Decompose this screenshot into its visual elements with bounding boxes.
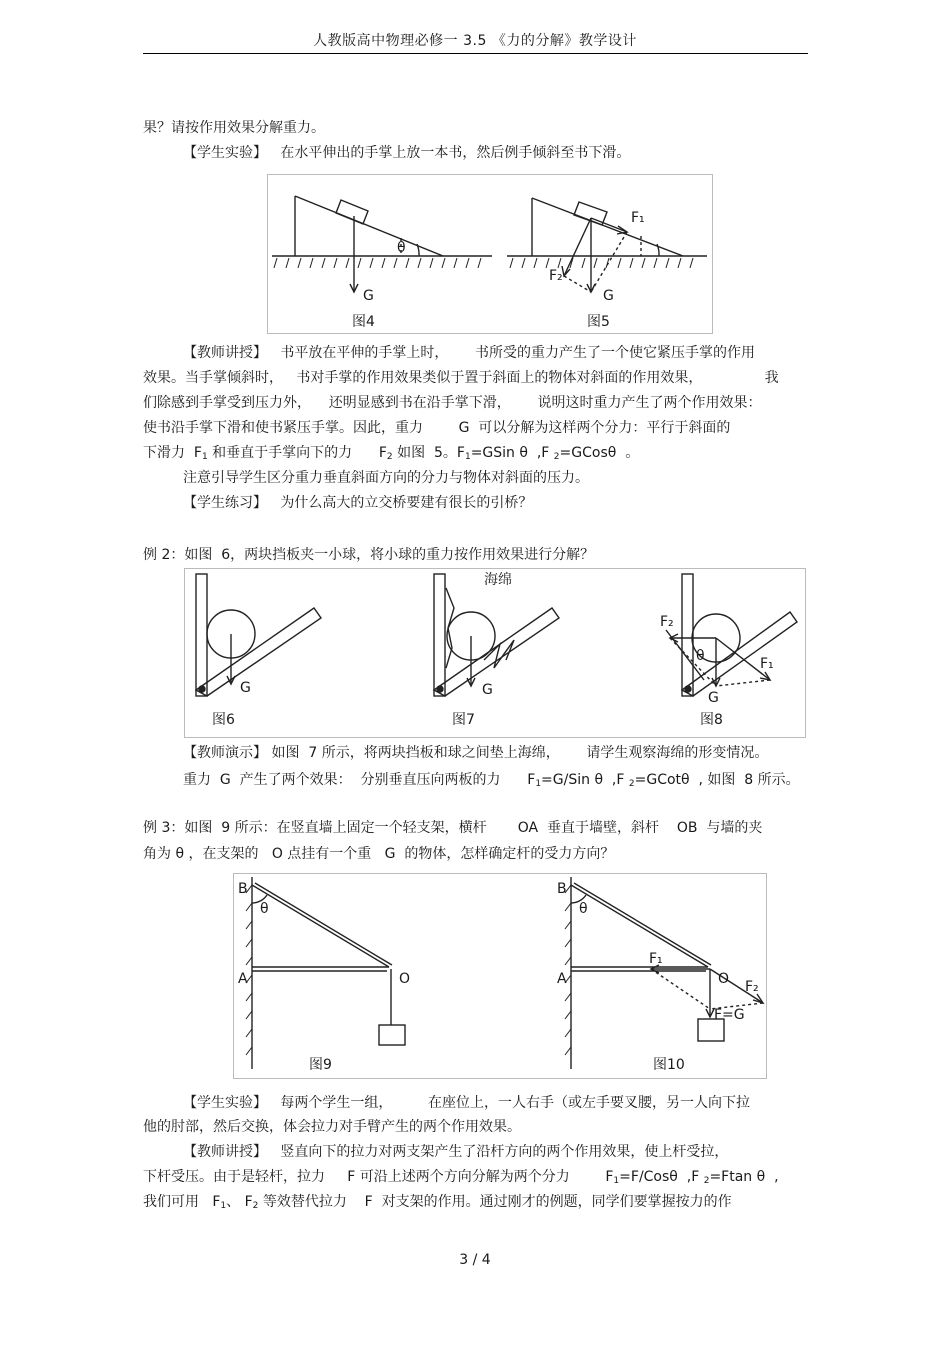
text-line: 【教师讲授】 竖直向下的拉力对两支架产生了沿杆方向的两个作用效果，使上杆受拉， xyxy=(183,1144,729,1160)
figure-8-caption: 图8 xyxy=(700,712,723,728)
formula-line: 重力 G 产生了两个效果： 分别垂直压向两板的力 $F_1=G$/Sin θ ,F $_2$=GCotθ , 如图 8 所示。 xyxy=(183,772,800,789)
figure-9-caption: 图9 xyxy=(309,1057,332,1073)
text-line: 使书沿手掌下滑和使书紧压手掌。因此，重力 G 可以分解为这样两个分力：平行于斜面的 xyxy=(143,420,731,436)
figure-6-7-8 xyxy=(184,568,806,738)
text-line: 效果。当手掌倾斜时， 书对手掌的作用效果类似于置于斜面上的物体对斜面的作用效果， 我 xyxy=(143,370,779,386)
theta-label: θ xyxy=(260,901,269,917)
text-line: 他的肘部，然后交换，体会拉力对手臂产生的两个作用效果。 xyxy=(143,1119,521,1135)
figure-8 xyxy=(666,574,797,696)
figure-5 xyxy=(507,198,707,292)
text-line: 们除感到手掌受到压力外， 还明显感到书在沿手掌下滑， 说明这时重力产生了两个作用效果： xyxy=(143,395,762,411)
figure-7 xyxy=(434,574,559,696)
point-o-label: O xyxy=(718,971,730,987)
theta-label: θ xyxy=(696,648,705,664)
gravity-label: G xyxy=(708,690,719,706)
text-line: 注意引导学生区分重力垂直斜面方向的分力与物体对斜面的压力。 xyxy=(183,470,589,486)
figure-10 xyxy=(565,877,763,1069)
figure-7-caption: 图7 xyxy=(452,712,475,728)
figure-4-5 xyxy=(267,174,713,334)
figure-10-caption: 图10 xyxy=(653,1057,685,1073)
text-line: 果？请按作用效果分解重力。 xyxy=(143,120,325,136)
point-a-label: A xyxy=(557,971,567,987)
text-line: 例 3：如图 9 所示：在竖直墙上固定一个轻支架，横杆 OA 垂直于墙壁，斜杆 OB 与墙的夹 xyxy=(143,820,763,836)
gravity-label: G xyxy=(240,680,251,696)
text-line: 【学生实验】 每两个学生一组， 在座位上，一人右手（或左手要叉腰，另一人向下拉 xyxy=(183,1095,750,1111)
figure-4-caption: 图4 xyxy=(352,314,375,330)
figure-9 xyxy=(246,877,405,1069)
theta-label: θ xyxy=(397,240,406,256)
text-line: 【教师演示】 如图 7 所示，将两块挡板和球之间垫上海绵， 请学生观察海绵的形变情况。 xyxy=(183,745,769,761)
header-rule xyxy=(143,53,808,54)
text-line: 【学生练习】 为什么高大的立交桥要建有很长的引桥？ xyxy=(183,495,533,511)
point-b-label: B xyxy=(557,881,567,897)
point-o-label: O xyxy=(399,971,411,987)
force-f2-label: F₂ xyxy=(549,268,563,284)
point-a-label: A xyxy=(238,971,248,987)
figure-5-caption: 图5 xyxy=(587,314,610,330)
text-line: 例 2：如图 6，两块挡板夹一小球，将小球的重力按作用效果进行分解？ xyxy=(143,547,595,563)
force-f2-label: F₂ xyxy=(745,979,759,995)
figure-4 xyxy=(272,196,492,292)
figure-9-10 xyxy=(233,873,767,1079)
sponge-label: 海绵 xyxy=(484,572,512,588)
theta-label: θ xyxy=(579,901,588,917)
text-line: 【教师讲授】 书平放在平伸的手掌上时， 书所受的重力产生了一个使它紧压手掌的作用 xyxy=(183,345,756,361)
page-header: 人教版高中物理必修一 3.5 《力的分解》教学设计 xyxy=(313,33,637,49)
page-number: 3 / 4 xyxy=(459,1252,491,1268)
formula-line: 下杆受压。由于是轻杆，拉力 F 可沿上述两个方向分解为两个分力 $F_1=F$/Cosθ ,F $_2$=Ftan θ , xyxy=(143,1169,779,1186)
gravity-label: G xyxy=(363,288,374,304)
figure-6-caption: 图6 xyxy=(212,712,235,728)
formula-line: 下滑力 $F_1$ 和垂直于手掌向下的力 $F_2$ 如图 5。$F_1=GSin$ θ ,F $_2$=GCosθ 。 xyxy=(143,445,640,462)
formula-line: 我们可用 $F_1$、 $F_2$ 等效替代拉力 F 对支架的作用。通过刚才的例题，同学们要掌握按力的作 xyxy=(143,1194,732,1211)
point-b-label: B xyxy=(238,881,248,897)
text-line: 角为 θ ，在支架的 O 点挂有一个重 G 的物体，怎样确定杆的受力方向？ xyxy=(143,846,615,862)
force-f1-label: F₁ xyxy=(649,951,663,967)
force-f2-label: F₂ xyxy=(660,614,674,630)
force-f1-label: F₁ xyxy=(760,656,774,672)
figure-6 xyxy=(196,574,321,696)
force-f1-label: F₁ xyxy=(631,210,645,226)
text-line: 【学生实验】 在水平伸出的手掌上放一本书，然后例手倾斜至书下滑。 xyxy=(183,145,631,161)
force-f-label: F=G xyxy=(714,1007,745,1023)
gravity-label: G xyxy=(603,288,614,304)
gravity-label: G xyxy=(482,682,493,698)
